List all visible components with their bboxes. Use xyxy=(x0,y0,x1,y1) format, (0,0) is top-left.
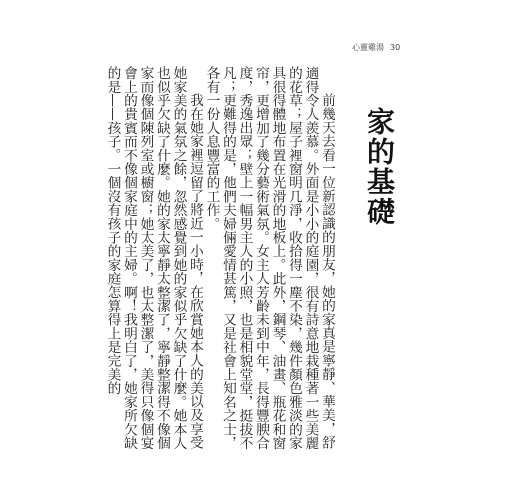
page-number: 30 xyxy=(390,43,401,52)
paragraph: 我在她家裡逗留了將近一小時，在欣賞她本人的美以及享受她家美的氣氛之餘，忽然感覺到她的家似乎欠缺了什麼。她本人也似乎欠缺了什麼。她的家太寧靜太整潔了，寧靜整潔得不像個家而像個陳列室或櫥窗；她太美了，也太整潔了，美得只像個宴會上的貴賓而不像個家庭中的主婦。啊！我明白了，她家所欠缺的是——孩子。一個沒有孩子的家庭怎算得上是完美的 xyxy=(104,66,203,450)
chapter-title: 家的基礎 xyxy=(363,107,396,227)
paragraph: 前幾天去看一位新認識的朋友，她的家真是寧靜、華美，舒適得令人羨慕。外面是小小的庭園，很有詩意地栽種著一些美麗的花草；屋子裡窗明几淨，收拾得一塵不染，幾件顏色雅淡的家具很得體地布置在光滑的地板上。此外，鋼琴、油畫、瓶花和窗帘，更增加了幾分藝術氣氛。女主人芳齡未到中年，長得豐腴合度，秀逸出眾；壁上一幅男主人的小照，也是相貌堂堂，挺拔不凡；更難得的是，他們夫婦倆愛情甚篤，又是社會上知名之士，各有一份人息豐富的工作。 xyxy=(203,66,335,450)
running-header xyxy=(352,41,452,55)
body-text xyxy=(100,66,335,451)
book-title: 心靈雞湯 xyxy=(352,43,384,52)
